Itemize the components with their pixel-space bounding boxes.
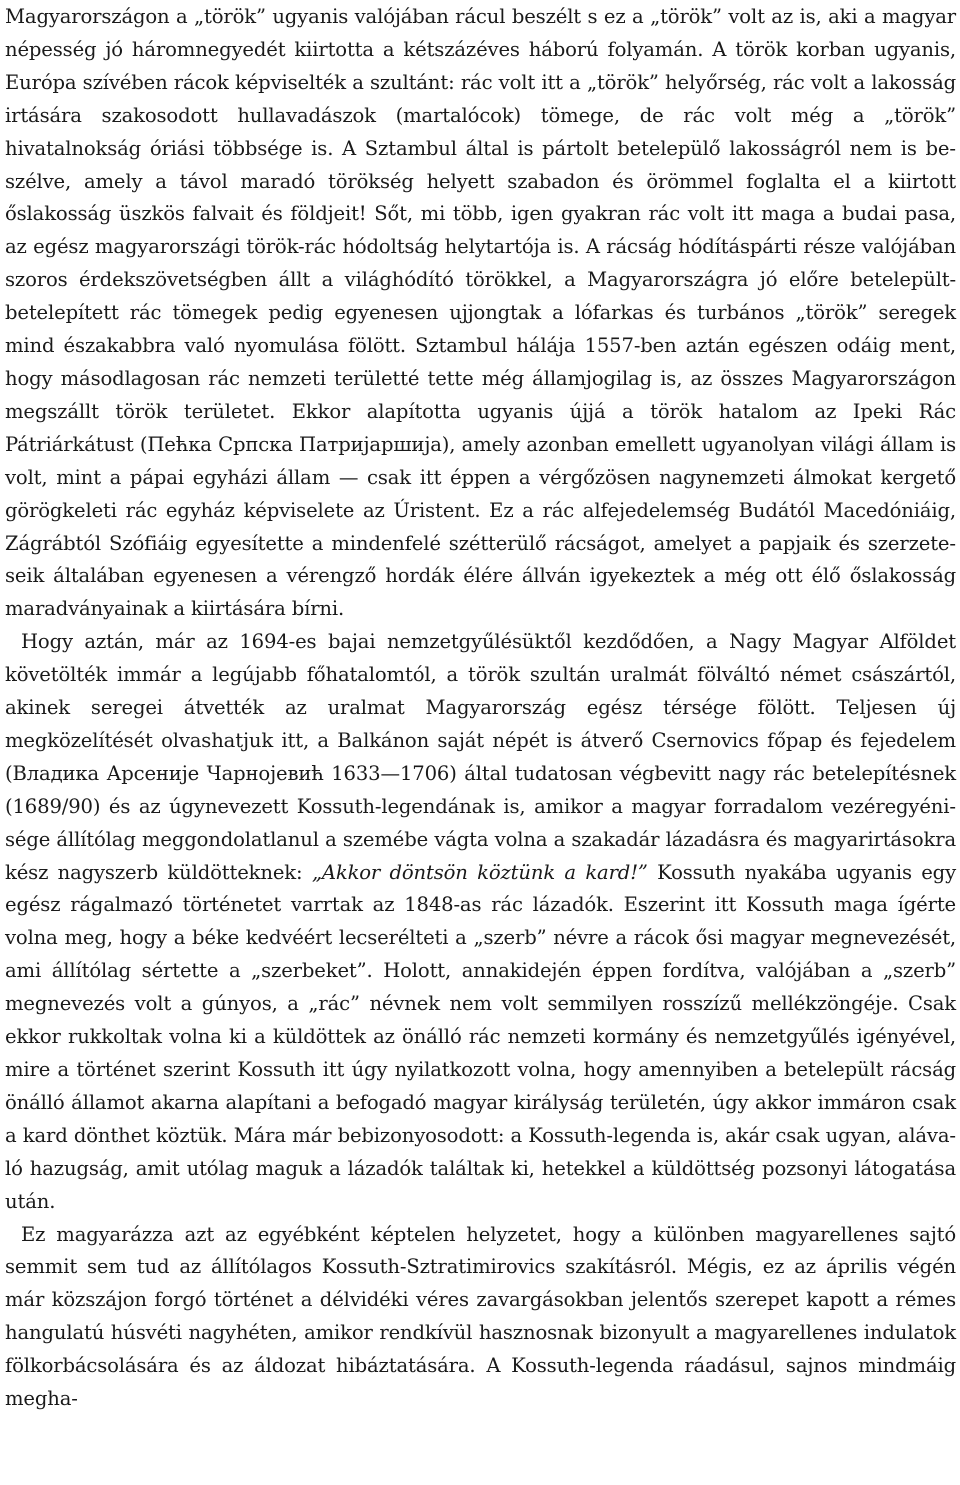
paragraph-3 bbox=[5, 1219, 956, 1416]
paragraph-2 bbox=[5, 626, 956, 1218]
paragraph-2-text-a: Hogy aztán, már az 1694-es bajai nemzetgyűlésüktől kezdődően, a Nagy Magyar Alföldet követölték immár a legújabb főhatalomtól, a török szultán uralmát fölváltó német császártól, akinek seregei átvették az uralmat Magyarország egész térsége fölött. Teljesen új megközelítését olvashatjuk itt, a Balkánon saját népét is átverő Csernovics főpap és fejedelem (Владика Арсеније Чарнојевић 1633—1706) által tudatosan végbevitt nagy rác betelepítésnek (1689/90) és az úgynevezett Kossuth-legendának is, amikor a magyar forradalom vezéregyénisége állítólag meggondolatlanul a szemébe vágta volna a szakadár lázadásra és magyarirtásokra kész nagyszerb küldötteknek: bbox=[5, 630, 956, 884]
kossuth-quote: „Akkor döntsön köztünk a kard!” bbox=[311, 860, 648, 884]
paragraph-1 bbox=[5, 1, 956, 626]
paragraph-3-text: Ez magyarázza azt az egyébként képtelen helyzetet, hogy a különben magyarellenes sajtó semmit sem tud az állítólagos Kossuth-Sztratimirovics szakításról. Mégis, ez az április végén már közszájon forgó történet a délvidéki véres zavargásokban jelentős szerepet kapott a rémes hangulatú húsvéti nagyhéten, amikor rendkívül hasznosnak bizonyult a magyarellenes indulatok fölkorbácsolására és az áldozat hibáztatására. A Kossuth-legenda ráadásul, sajnos mindmáig megha- bbox=[5, 1222, 956, 1411]
paragraph-2-text-b: Kossuth nyakába ugyanis egy egész rágalmazó történetet varrtak az 1848-as rác lázadók. Eszerint itt Kossuth maga ígérte volna meg, hogy a béke kedvéért lecserélteti a „szerb” névre a rácok ősi magyar megnevezését, ami állítólag sértette a „szerbeket”. Holott, annakidején éppen fordítva, valójában a „szerb” megnevezés volt a gúnyos, a „rác” névnek nem volt semmilyen rosszízű mellékzöngéje. Csak ekkor rukkoltak volna ki a küldöttek az önálló rác nemzeti kormány és nemzetgyűlés igényével, mire a történet szerint Kossuth itt úgy nyilatkozott volna, hogy amennyiben a betelepült rácság önálló államot akarna alapítani a befogadó magyar királyság területén, úgy akkor immáron csak a kard dönthet köztük. Mára már bebizonyosodott: a Kossuth-legenda is, akár csak ugyan, alávaló hazugság, amit utólag maguk a lázadók találtak ki, hetekkel a küldöttség pozsonyi látogatása után. bbox=[5, 860, 956, 1213]
paragraph-1-text: Magyarországon a „török” ugyanis valójában rácul beszélt s ez a „török” volt az is, aki a magyar népesség jó háromnegyedét kiirtotta a kétszázéves háború folyamán. A török korban ugyanis, Európa szívében rácok képviselték a szultánt: rác volt itt a „török” helyőrség, rác volt a lakosság irtására szakosodott hullavadászok (martalócok) tömege, de rác volt még a „török” hivatalnokság óriási többsége is. A Sztambul által is pártolt betelepülő lakosságról nem is beszélve, amely a távol maradó törökség helyett szabadon és örömmel foglalta el a kiirtott őslakosság üszkös falvait és földjeit! Sőt, mi több, igen gyakran rác volt itt maga a budai pasa, az egész magyarországi török-rác hódoltság helytartója is. A rácság hódításpárti része valójában szoros érdekszövetségben állt a világhódító törökkel, a Magyarországra jó előre betelepült-betelepített rác tömegek pedig egyenesen ujjongtak a lófarkas és turbános „török” seregek mind északabbra való nyomulása fölött. Sztambul hálája 1557-ben aztán egészen odáig ment, hogy másodlagosan rác nemzeti területté tette még államjogilag is, az összes Magyarországon megszállt török területet. Ekkor alapította ugyanis újjá a török hatalom az Ipeki Rác Pátriárkátust (Пећка Српска Патријаршија), amely azonban emellett ugyanolyan világi állam is volt, mint a pápai egyházi állam — csak itt éppen a vérgőzösen nagynemzeti álmokat kergető görögkeleti rác egyház képviselete az Úristent. Ez a rác alfejedelemség Budától Macedóniáig, Zágrábtól Szófiáig egyesítette a mindenfelé szétterülő rácságot, amelyet a papjaik és szerzeteseik általában egyenesen a vérengző hordák élére állván igyekeztek a még ott élő őslakosság maradványainak a kiirtására bírni. bbox=[5, 5, 956, 621]
